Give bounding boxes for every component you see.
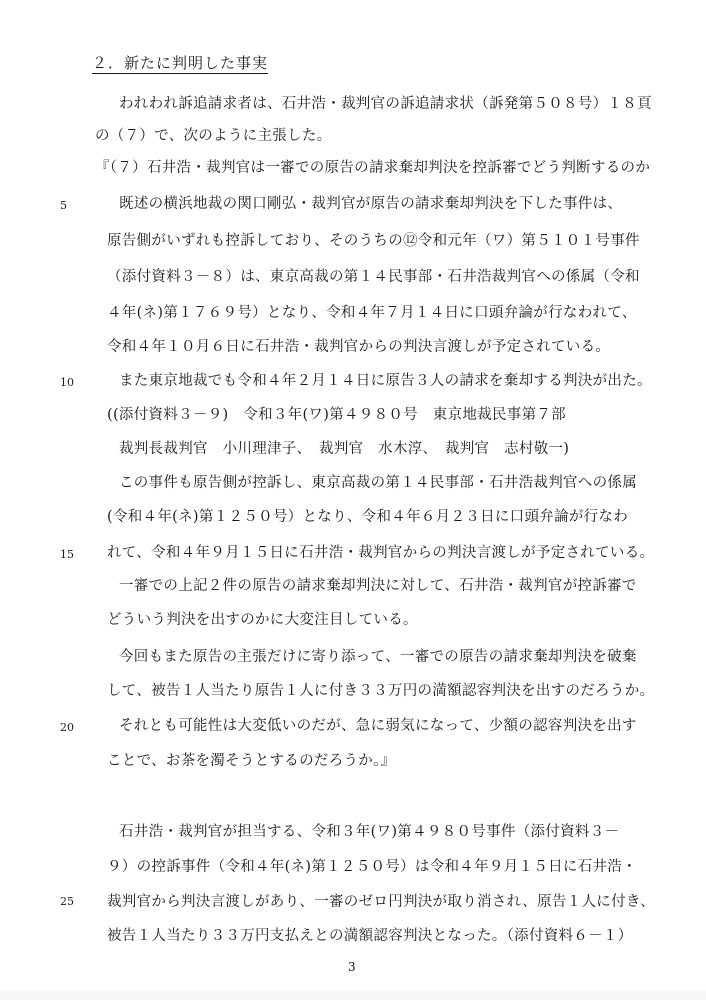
text-line: れて、令和４年９月１５日に石井浩・裁判官からの判決言渡しが予定されている。: [107, 545, 655, 561]
text-line: 石井浩・裁判官が担当する、令和３年(ワ)第４９８０号事件（添付資料３－: [119, 824, 620, 840]
text-line: 裁判官から判決言渡しがあり、一審のゼロ円判決が取り消され、原告１人に付き、: [107, 894, 655, 910]
line-number: 5: [60, 199, 67, 212]
text-line: の（７）で、次のように主張した。: [95, 128, 332, 144]
text-line: 令和４年１０月６日に石井浩・裁判官からの判決言渡しが予定されている。: [107, 339, 611, 355]
text-line: 『（７）石井浩・裁判官は一審での原告の請求棄却判決を控訴審でどう判断するのか: [95, 160, 651, 176]
text-line: どういう判決を出すのかに大変注目している。: [107, 612, 418, 628]
text-line: 原告側がいずれも控訴しており、そのうちの⑫令和元年（ワ）第５１０１号事件: [107, 233, 640, 249]
text-line: また東京地裁でも令和４年２月１４日に原告３人の請求を棄却する判決が出た。: [119, 373, 652, 389]
text-line: 被告１人当たり３３万円支払えとの満額認容判決となった。（添付資料６－１）: [107, 928, 633, 944]
text-line: 裁判長裁判官 小川理津子、 裁判官 水木淳、 裁判官 志村敬一): [119, 441, 570, 457]
page-bottom-edge: [0, 990, 706, 1000]
text-line: 今回もまた原告の主張だけに寄り添って、一審での原告の請求棄却判決を破棄: [119, 649, 637, 665]
text-line: ９）の控訴事件（令和４年(ネ)第１２５０号）は令和４年９月１５日に石井浩・: [107, 859, 637, 875]
text-line: (令和４年(ネ)第１２５０号）となり、令和４年６月２３日に口頭弁論が行なわ: [107, 509, 629, 525]
text-line: それとも可能性は大変低いのだが、急に弱気になって、少額の認容判決を出す: [119, 718, 637, 734]
line-number: 15: [60, 548, 74, 561]
text-line: ことで、お茶を濁そうとするのだろうか。』: [107, 753, 396, 769]
page-number: 3: [348, 960, 356, 974]
section-heading: ２．新たに判明した事実: [92, 54, 269, 72]
text-line: この事件も原告側が控訴し、東京高裁の第１４民事部・石井浩裁判官への係属: [119, 475, 637, 491]
text-line: 既述の横浜地裁の関口剛弘・裁判官が原告の請求棄却判決を下した事件は、: [119, 196, 623, 212]
text-line: （添付資料３－８）は、東京高裁の第１４民事部・石井浩裁判官への係属（令和: [107, 269, 640, 285]
line-number: 10: [60, 376, 74, 389]
text-line: して、被告１人当たり原告１人に付き３３万円の満額認容判決を出すのだろうか。: [107, 683, 655, 699]
line-number: 25: [60, 895, 74, 908]
text-line: われわれ訴追請求者は、石井浩・裁判官の訴追請求状（訴発第５０８号）１８頁: [119, 96, 652, 112]
text-line: ((添付資料３－９) 令和３年(ワ)第４９８０号 東京地裁民事第７部: [107, 407, 566, 423]
text-line: ４年(ネ)第１７６９号）となり、令和４年７月１４日に口頭弁論が行なわれて、: [107, 305, 637, 321]
line-number: 20: [60, 721, 74, 734]
text-line: 一審での上記２件の原告の請求棄却判決に対して、石井浩・裁判官が控訴審で: [119, 578, 637, 594]
